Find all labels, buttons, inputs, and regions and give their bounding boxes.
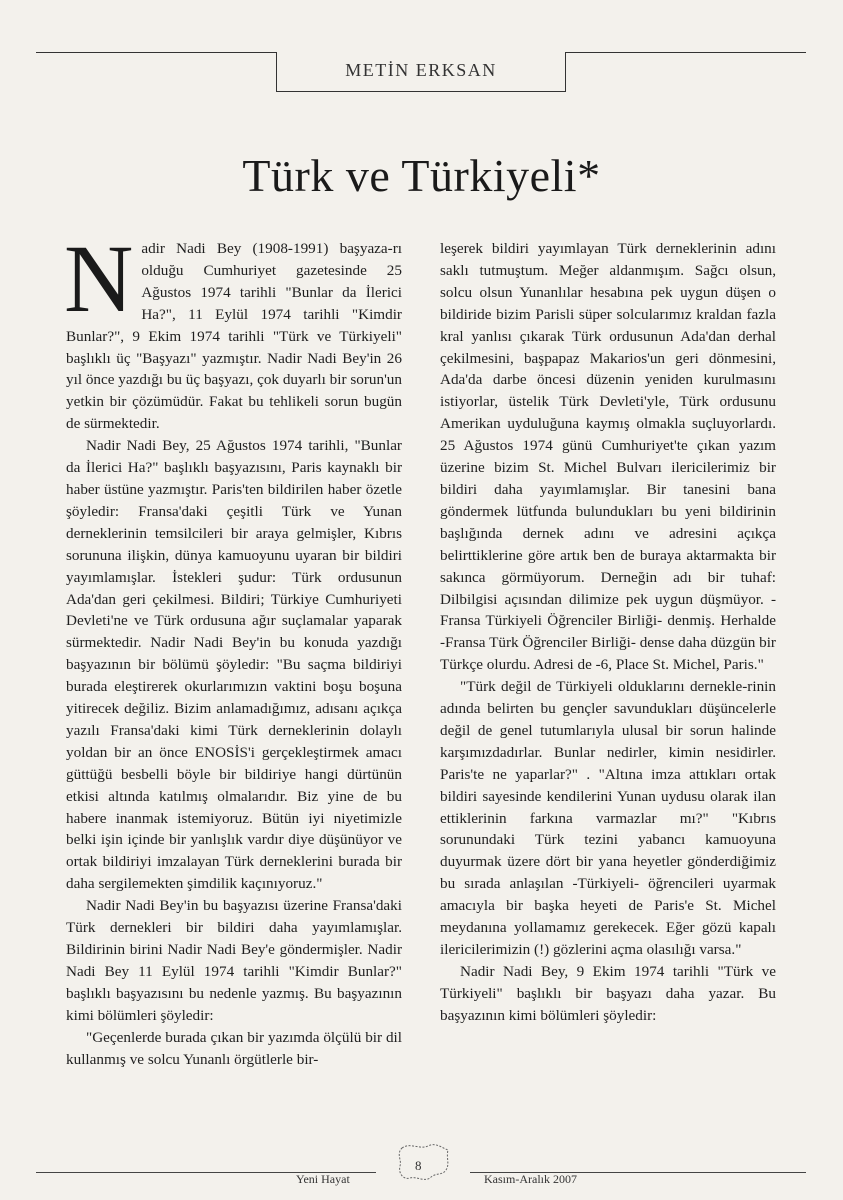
header-rule-left	[36, 52, 276, 53]
paragraph-7: Nadir Nadi Bey, 9 Ekim 1974 tarihli "Türk ve Türkiyeli" başlıklı bir başyazı daha yazar. Bu başyazının kimi bölümleri şöyledir:	[440, 962, 776, 1024]
page-number-ornament-icon	[380, 1140, 470, 1184]
paragraph-5: leşerek bildiri yayımlayan Türk derneklerinin adını saklı tutmuştum. Meğer aldanmışım. Sağcı olsun, solcu olsun Yunanlılar hesabına pek uygun düşen o bildiride bizim Parisli süper solcularımız kraldan fazla kral yanlısı çıkarak Türk ordusunun Ada'dan derhal çekilmesini, başpapaz Makarios'un geri dönmesini, Ada'da darbe öncesi düzenin yeniden kurulmasını istiyorlar, üstelik Türk Devleti'yle, Türk ordusunu Amerikan uyduluğuna kaymış olmakla suçluyorlardı. 25 Ağustos 1974 günü Cumhuriyet'te çıkan yazım üzerine bizim St. Michel Bulvarı ilericilerimiz bir bildiri daha yayımlamışlar. Bir tanesini bana göndermek lütfunda bulundukları bu yeni bildirinin başlığında dernek adını ve adresini açıkça belirttiklerine göre artık ben de buraya aktarmakta bir sakınca görmüyorum. Derneğin adı bir tuhaf: Dilbilgisi açısından dilimize pek uygun düşmüyor. -Fransa Türkiyeli Öğrenciler Birliği- denmiş. Herhalde -Fransa Türk Öğrenciler Birliği- dense daha düzgün bir Türkçe olurdu. Adresi de -6, Place St. Michel, Paris."	[440, 240, 776, 674]
paragraph-4: "Geçenlerde burada çıkan bir yazımda ölçülü bir dil kullanmış ve solcu Yunanlı örgütlerle bir-	[66, 1028, 402, 1068]
page-number: 8	[415, 1158, 422, 1173]
paragraph-3: Nadir Nadi Bey'in bu başyazısı üzerine Fransa'daki Türk dernekleri bir bildiri daha yayımlamışlar. Bildirinin birini Nadir Nadi Bey'e göndermişler. Nadir Nadi Bey 11 Eylül 1974 tarihli "Kimdir Bunlar?" başlıklı başyazısını bu nedenle yazmış. Bu başyazının kimi bölümleri şöyledir:	[66, 897, 402, 1024]
paragraph-1	[64, 225, 402, 435]
issue-date: Kasım-Aralık 2007	[484, 1172, 577, 1186]
paragraph-6: "Türk değil de Türkiyeli olduklarını dernekle-rinin adında belirten bu gençler savundukları düşüncelerle değil de genel tutumlarıyla ulusal bir sorun halinde karşımızdadırlar. Bunlar nedirler, kimin nesidirler. Paris'te ne yaparlar?" . "Altına imza attıkları ortak bildiri sayesinde kendilerini Yunan uydusu olarak ilan ettiklerinin farkına varmazlar mı?" "Kıbrıs sorunundaki Türk tezini yabancı kamuoyuna duyurmak üzere dört bir yana heyetler gönderdiğimiz bu sırada anlaşılan -Türkiyeli- öğrencileri uyarmak amacıyla bir başka heyeti de Paris'e St. Michel meydanına yollamamız gerekecek. Eğer gözü kapalı ilericilerimizin (!) gözlerini açma olasılığı varsa."	[440, 678, 776, 958]
left-column	[64, 225, 402, 1070]
right-column	[440, 238, 776, 1027]
header-rule-right	[566, 52, 806, 53]
paragraph-2: Nadir Nadi Bey, 25 Ağustos 1974 tarihli, "Bunlar da İlerici Ha?" başlıklı başyazısını, Paris kaynaklı bir haber üstüne yazmıştır. Paris'ten bildirilen haber özetle şöyledir: Fransa'daki çeşitli Türk ve Yunan derneklerinin temsilcileri bir araya gelmişler, Kıbrıs sorununa ilişkin, dünya kamuoyunu uyaran bir bildiri yayımlamışlar. İstekleri şudur: Türk ordusunun Ada'dan geri çekilmesi. Bildiri; Türkiye Cumhuriyeti Devleti'ne ve Türk ordusuna ağır suçlamalar yaparak sürmektedir. Nadir Nadi Bey'in bu konuda yazdığı başyazının bir bölümü şöyledir: "Bu saçma bildiriyi burada eleştirerek okurlarımızın vaktini boşu boşuna yitirecek değiliz. Bizim anlamadığımız, adısanı açıkça yazılı Fransa'daki kimi Türk derneklerinin dolaylı yoldan bir an önce ENOSİS'i gerçekleştirmek amacı güttüğü besbelli böyle bir bildiriye hangi dürtünün etkisi altında katılmış olmalarıdır. Biz yine de bu habere inanmak istemiyoruz. Bütün iyi niyetimizle belki işin içinde bir yanlışlık vardır diye düşünüyor ve ortak bildiriyi imzalayan Türk derneklerini burada bir daha sergilemekten şimdilik kaçınıyoruz."	[66, 437, 402, 893]
drop-cap: N	[64, 225, 134, 332]
author-name: METİN ERKSAN	[345, 60, 497, 80]
header-author-box	[276, 52, 566, 92]
paragraph-1-text: adir Nadi Bey (1908-1991) başyaza-rı olduğu Cumhuriyet gazetesinde 25 Ağustos 1974 tarihli "Bunlar da İlerici Ha?", 11 Eylül 1974 tarihli "Kimdir Bunlar?", 9 Ekim 1974 tarihli "Türk ve Türkiyeli" başlıklı üç "Başyazı" yazmıştır. Nadir Nadi Bey'in 26 yıl önce yazdığı bu üç başyazı, çok duyarlı bir sorun'un yetkin bir çözümüdür. Fakat bu tehlikeli sorun bugün de sürmektedir.	[66, 240, 402, 433]
magazine-name: Yeni Hayat	[296, 1172, 350, 1186]
article-title: Türk ve Türkiyeli*	[242, 149, 601, 201]
